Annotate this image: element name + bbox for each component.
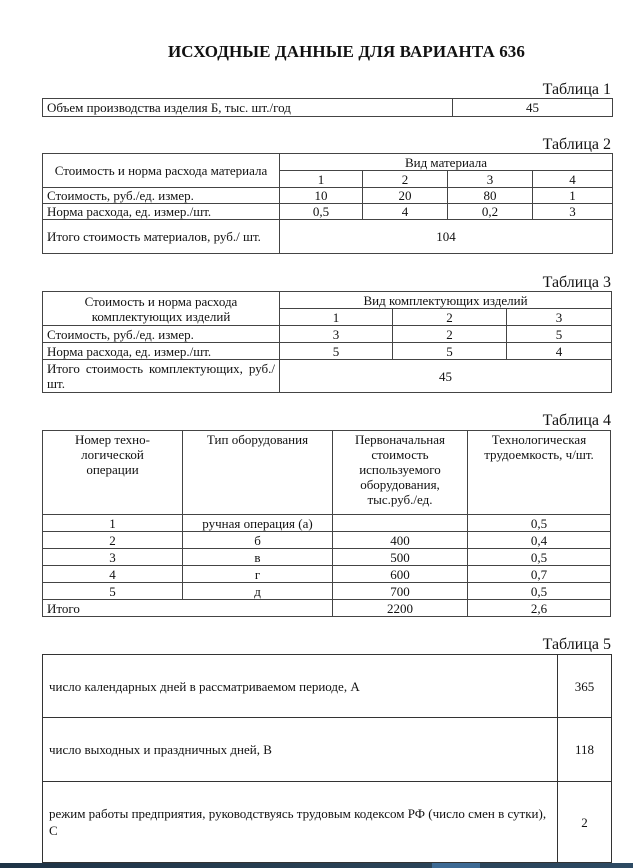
equipment-cost: 600 xyxy=(333,566,468,583)
table-total-row xyxy=(43,360,612,393)
table-row xyxy=(43,566,611,583)
table-total-row xyxy=(43,220,613,254)
column-header: Тип оборудования xyxy=(183,431,333,515)
column-header: Первоначальная стоимость используемого оборудования, тыс.руб./ед. xyxy=(333,431,468,515)
table4 xyxy=(42,430,611,617)
cell: 3 xyxy=(280,326,393,343)
table-header-row xyxy=(43,154,613,171)
table-total-row xyxy=(43,600,611,617)
table-row xyxy=(43,583,611,600)
row-value: 365 xyxy=(558,655,612,718)
table2-caption: Таблица 2 xyxy=(542,136,611,153)
table-row xyxy=(43,655,612,718)
table-row xyxy=(43,782,612,863)
table-row xyxy=(43,549,611,566)
table3-group-header: Вид комплектующих изделий xyxy=(280,292,612,309)
table2-group-header: Вид материала xyxy=(280,154,613,171)
cell: 5 xyxy=(507,326,612,343)
row-label: Норма расхода, ед. измер./шт. xyxy=(43,204,280,220)
equipment-type: д xyxy=(183,583,333,600)
cell: 2 xyxy=(393,326,507,343)
page-title: ИСХОДНЫЕ ДАННЫЕ ДЛЯ ВАРИАНТА 636 xyxy=(167,42,525,61)
total-label: Итого стоимость комплектующих, руб./шт. xyxy=(43,360,280,393)
equipment-cost: 500 xyxy=(333,549,468,566)
table-row xyxy=(43,99,613,117)
operation-number: 5 xyxy=(43,583,183,600)
equipment-type: в xyxy=(183,549,333,566)
table4-caption: Таблица 4 xyxy=(542,412,611,429)
column-header: 3 xyxy=(448,171,533,188)
table3 xyxy=(42,291,612,393)
column-header: Технологическая трудоемкость, ч/шт. xyxy=(468,431,611,515)
column-header: 1 xyxy=(280,171,363,188)
equipment-cost xyxy=(333,515,468,532)
column-header: 3 xyxy=(507,309,612,326)
table-row xyxy=(43,343,612,360)
row-label: Стоимость, руб./ед. измер. xyxy=(43,326,280,343)
table-row xyxy=(43,204,613,220)
total-value: 45 xyxy=(280,360,612,393)
operation-number: 1 xyxy=(43,515,183,532)
cell: 4 xyxy=(363,204,448,220)
cell: 80 xyxy=(448,188,533,204)
labor-intensity: 0,7 xyxy=(468,566,611,583)
cell: 4 xyxy=(507,343,612,360)
table3-caption: Таблица 3 xyxy=(542,274,611,291)
table-row xyxy=(43,718,612,782)
equipment-type: г xyxy=(183,566,333,583)
column-header: 4 xyxy=(533,171,613,188)
total-label: Итого xyxy=(43,600,333,617)
taskbar-active-item[interactable] xyxy=(432,863,480,868)
row-label: Норма расхода, ед. измер./шт. xyxy=(43,343,280,360)
equipment-type: ручная операция (а) xyxy=(183,515,333,532)
total-label: Итого стоимость материалов, руб./ шт. xyxy=(43,220,280,254)
cell: 1 xyxy=(533,188,613,204)
total-value: 104 xyxy=(280,220,613,254)
cell: 5 xyxy=(280,343,393,360)
cell: 0,5 xyxy=(280,204,363,220)
table3-row-header: Стоимость и норма расхода комплектующих изделий xyxy=(43,292,280,326)
table2-row-header: Стоимость и норма расхода материала xyxy=(43,154,280,188)
row-label: режим работы предприятия, руководствуясь трудовым кодексом РФ (число смен в сутки), С xyxy=(43,782,558,863)
taskbar xyxy=(0,863,633,868)
table-header-row xyxy=(43,292,612,309)
column-header: 1 xyxy=(280,309,393,326)
row-value: 118 xyxy=(558,718,612,782)
row-value: 2 xyxy=(558,782,612,863)
cell: 3 xyxy=(533,204,613,220)
table1-label: Объем производства изделия Б, тыс. шт./год xyxy=(43,99,453,117)
total-cost: 2200 xyxy=(333,600,468,617)
table-row xyxy=(43,188,613,204)
table2 xyxy=(42,153,613,254)
equipment-type: б xyxy=(183,532,333,549)
table-row xyxy=(43,326,612,343)
table5-caption: Таблица 5 xyxy=(542,636,611,653)
labor-intensity: 0,5 xyxy=(468,583,611,600)
equipment-cost: 700 xyxy=(333,583,468,600)
labor-intensity: 0,4 xyxy=(468,532,611,549)
table-row xyxy=(43,515,611,532)
operation-number: 2 xyxy=(43,532,183,549)
column-header: 2 xyxy=(393,309,507,326)
operation-number: 3 xyxy=(43,549,183,566)
row-label: число выходных и праздничных дней, В xyxy=(43,718,558,782)
labor-intensity: 0,5 xyxy=(468,515,611,532)
table1-caption: Таблица 1 xyxy=(542,81,611,98)
total-labor: 2,6 xyxy=(468,600,611,617)
table5 xyxy=(42,654,612,863)
cell: 5 xyxy=(393,343,507,360)
column-header: Номер техно- логической операции xyxy=(43,431,183,515)
table-row xyxy=(43,532,611,549)
row-label: Стоимость, руб./ед. измер. xyxy=(43,188,280,204)
row-label: число календарных дней в рассматриваемом периоде, А xyxy=(43,655,558,718)
cell: 10 xyxy=(280,188,363,204)
cell: 0,2 xyxy=(448,204,533,220)
cell: 20 xyxy=(363,188,448,204)
table-header-row xyxy=(43,431,611,515)
table1 xyxy=(42,98,613,117)
column-header: 2 xyxy=(363,171,448,188)
equipment-cost: 400 xyxy=(333,532,468,549)
table1-value: 45 xyxy=(453,99,613,117)
operation-number: 4 xyxy=(43,566,183,583)
labor-intensity: 0,5 xyxy=(468,549,611,566)
